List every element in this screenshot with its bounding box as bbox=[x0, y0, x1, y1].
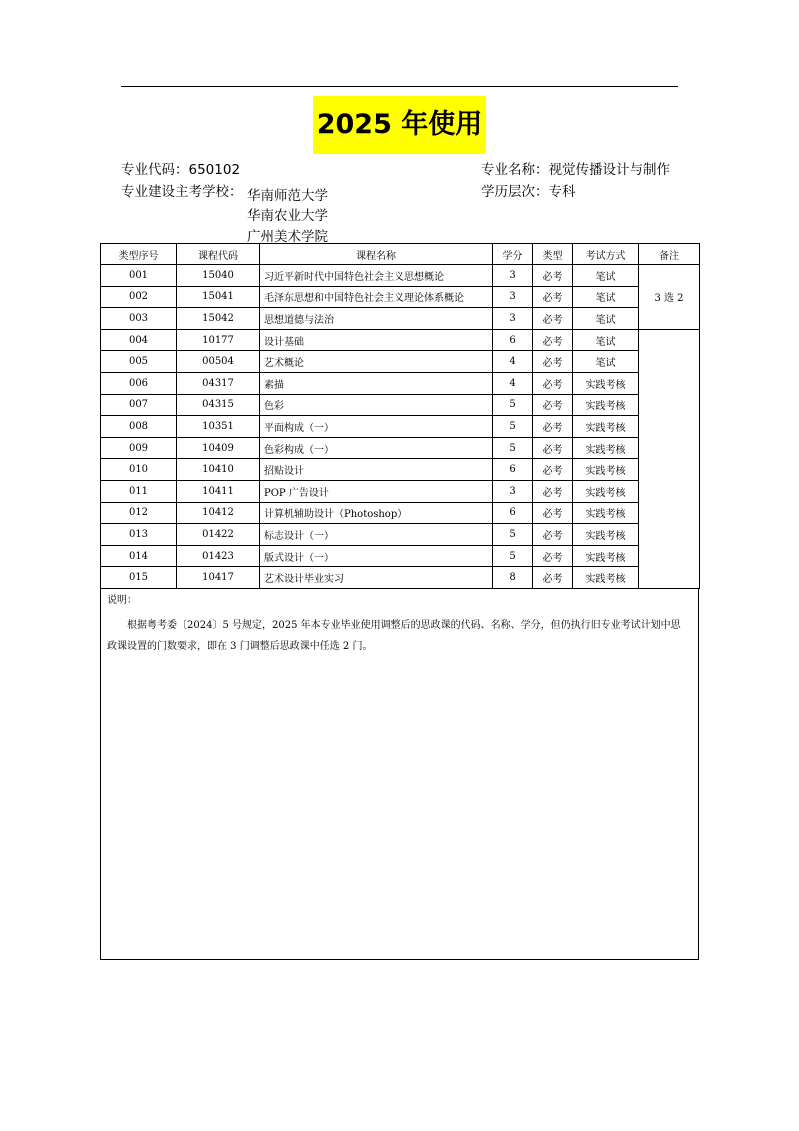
notes-box bbox=[100, 588, 699, 960]
title-wrap bbox=[0, 96, 799, 154]
cell-type: 必考 bbox=[533, 416, 573, 438]
cell-course-code: 15041 bbox=[177, 286, 260, 308]
school-1: 华南师范大学 bbox=[247, 188, 328, 204]
table-row bbox=[101, 459, 700, 481]
cell-type: 必考 bbox=[533, 524, 573, 546]
cell-type: 必考 bbox=[533, 329, 573, 351]
cell-course-name: 素描 bbox=[260, 372, 493, 394]
cell-course-code: 10409 bbox=[177, 437, 260, 459]
table-row bbox=[101, 502, 700, 524]
cell-course-code: 04317 bbox=[177, 372, 260, 394]
table-row bbox=[101, 524, 700, 546]
cell-exam-method: 笔试 bbox=[573, 329, 639, 351]
education-level bbox=[481, 181, 576, 203]
cell-course-code: 15042 bbox=[177, 308, 260, 330]
cell-course-name: 标志设计（一） bbox=[260, 524, 493, 546]
cell-exam-method: 实践考核 bbox=[573, 524, 639, 546]
table-row bbox=[101, 286, 700, 308]
cell-type-no: 011 bbox=[101, 480, 177, 502]
cell-course-code: 15040 bbox=[177, 265, 260, 287]
cell-course-code: 04315 bbox=[177, 394, 260, 416]
header-type-no: 类型序号 bbox=[101, 244, 177, 265]
cell-credits: 6 bbox=[493, 502, 533, 524]
cell-type-no: 005 bbox=[101, 351, 177, 373]
cell-course-name: 艺术设计毕业实习 bbox=[260, 567, 493, 589]
cell-exam-method: 笔试 bbox=[573, 351, 639, 373]
cell-type: 必考 bbox=[533, 286, 573, 308]
header-remarks: 备注 bbox=[639, 244, 700, 265]
cell-course-name: 毛泽东思想和中国特色社会主义理论体系概论 bbox=[260, 286, 493, 308]
cell-type-no: 003 bbox=[101, 308, 177, 330]
table-row bbox=[101, 351, 700, 373]
cell-course-code: 10412 bbox=[177, 502, 260, 524]
cell-type-no: 007 bbox=[101, 394, 177, 416]
table-header-row bbox=[101, 244, 700, 265]
cell-course-code: 10417 bbox=[177, 567, 260, 589]
cell-course-name: 版式设计（一） bbox=[260, 545, 493, 567]
cell-course-code: 01422 bbox=[177, 524, 260, 546]
cell-exam-method: 实践考核 bbox=[573, 437, 639, 459]
header-credits: 学分 bbox=[493, 244, 533, 265]
table-row bbox=[101, 416, 700, 438]
cell-type: 必考 bbox=[533, 265, 573, 287]
cell-credits: 8 bbox=[493, 567, 533, 589]
cell-credits: 5 bbox=[493, 394, 533, 416]
cell-exam-method: 实践考核 bbox=[573, 480, 639, 502]
cell-exam-method: 笔试 bbox=[573, 286, 639, 308]
cell-course-code: 00504 bbox=[177, 351, 260, 373]
cell-type: 必考 bbox=[533, 502, 573, 524]
table-row bbox=[101, 545, 700, 567]
cell-type-no: 014 bbox=[101, 545, 177, 567]
education-level-value: 专科 bbox=[548, 184, 576, 200]
cell-remark-empty bbox=[639, 329, 700, 588]
cell-credits: 6 bbox=[493, 329, 533, 351]
cell-credits: 3 bbox=[493, 480, 533, 502]
course-table bbox=[100, 243, 700, 589]
cell-type-no: 009 bbox=[101, 437, 177, 459]
page-title: 2025 年使用 bbox=[313, 96, 487, 154]
header-exam-method: 考试方式 bbox=[573, 244, 639, 265]
cell-credits: 3 bbox=[493, 286, 533, 308]
cell-type-no: 006 bbox=[101, 372, 177, 394]
cell-type-no: 013 bbox=[101, 524, 177, 546]
table-row bbox=[101, 480, 700, 502]
major-name bbox=[481, 159, 670, 181]
major-code bbox=[121, 159, 240, 181]
major-name-label: 专业名称： bbox=[481, 162, 549, 178]
cell-course-name: 思想道德与法治 bbox=[260, 308, 493, 330]
notes-label: 说明： bbox=[107, 595, 137, 606]
cell-exam-method: 实践考核 bbox=[573, 372, 639, 394]
cell-type: 必考 bbox=[533, 459, 573, 481]
cell-course-name: 招贴设计 bbox=[260, 459, 493, 481]
table-row bbox=[101, 437, 700, 459]
table-row bbox=[101, 394, 700, 416]
cell-type: 必考 bbox=[533, 372, 573, 394]
cell-course-code: 10351 bbox=[177, 416, 260, 438]
school-2: 华南农业大学 bbox=[247, 208, 328, 224]
cell-type-no: 008 bbox=[101, 416, 177, 438]
cell-type-no: 015 bbox=[101, 567, 177, 589]
cell-course-code: 01423 bbox=[177, 545, 260, 567]
cell-type-no: 001 bbox=[101, 265, 177, 287]
cell-course-name: 习近平新时代中国特色社会主义思想概论 bbox=[260, 265, 493, 287]
notes-text: 根据粤考委〔2024〕5 号规定，2025 年本专业毕业使用调整后的思政课的代码、名称、学分，但仍执行旧专业考试计划中思政课设置的门数要求，即在 3 门调整后思政课中任选 2 门。 bbox=[107, 620, 681, 652]
cell-exam-method: 实践考核 bbox=[573, 416, 639, 438]
cell-credits: 6 bbox=[493, 459, 533, 481]
top-rule bbox=[121, 86, 678, 87]
cell-course-name: 计算机辅助设计（Photoshop） bbox=[260, 502, 493, 524]
header-course-code: 课程代码 bbox=[177, 244, 260, 265]
cell-course-name: 色彩 bbox=[260, 394, 493, 416]
cell-type-no: 004 bbox=[101, 329, 177, 351]
cell-credits: 3 bbox=[493, 308, 533, 330]
cell-type: 必考 bbox=[533, 545, 573, 567]
table-row bbox=[101, 567, 700, 589]
cell-type: 必考 bbox=[533, 308, 573, 330]
cell-type: 必考 bbox=[533, 567, 573, 589]
cell-credits: 5 bbox=[493, 524, 533, 546]
cell-course-code: 10411 bbox=[177, 480, 260, 502]
cell-exam-method: 实践考核 bbox=[573, 567, 639, 589]
education-level-label: 学历层次： bbox=[481, 184, 549, 200]
cell-exam-method: 笔试 bbox=[573, 308, 639, 330]
cell-type: 必考 bbox=[533, 480, 573, 502]
cell-course-code: 10410 bbox=[177, 459, 260, 481]
table-row bbox=[101, 329, 700, 351]
major-code-value: 650102 bbox=[188, 162, 241, 178]
table-row bbox=[101, 372, 700, 394]
cell-course-name: 平面构成（一） bbox=[260, 416, 493, 438]
cell-credits: 3 bbox=[493, 265, 533, 287]
cell-credits: 5 bbox=[493, 416, 533, 438]
cell-type-no: 012 bbox=[101, 502, 177, 524]
cell-type-no: 002 bbox=[101, 286, 177, 308]
major-name-value: 视觉传播设计与制作 bbox=[548, 162, 670, 178]
schools-label: 专业建设主考学校： bbox=[121, 184, 243, 200]
header-course-name: 课程名称 bbox=[260, 244, 493, 265]
cell-credits: 5 bbox=[493, 545, 533, 567]
cell-exam-method: 实践考核 bbox=[573, 459, 639, 481]
header-type: 类型 bbox=[533, 244, 573, 265]
table-row bbox=[101, 308, 700, 330]
cell-type: 必考 bbox=[533, 437, 573, 459]
table-row bbox=[101, 265, 700, 287]
cell-remark-group: 3 选 2 bbox=[639, 265, 700, 330]
cell-course-name: 色彩构成（一） bbox=[260, 437, 493, 459]
cell-exam-method: 实践考核 bbox=[573, 545, 639, 567]
cell-type: 必考 bbox=[533, 394, 573, 416]
cell-course-name: 艺术概论 bbox=[260, 351, 493, 373]
cell-course-code: 10177 bbox=[177, 329, 260, 351]
cell-exam-method: 实践考核 bbox=[573, 394, 639, 416]
cell-course-name: 设计基础 bbox=[260, 329, 493, 351]
cell-exam-method: 笔试 bbox=[573, 265, 639, 287]
cell-exam-method: 实践考核 bbox=[573, 502, 639, 524]
cell-course-name: POP 广告设计 bbox=[260, 480, 493, 502]
major-code-label: 专业代码： bbox=[121, 162, 189, 178]
cell-type-no: 010 bbox=[101, 459, 177, 481]
cell-credits: 5 bbox=[493, 437, 533, 459]
cell-type: 必考 bbox=[533, 351, 573, 373]
cell-credits: 4 bbox=[493, 351, 533, 373]
cell-credits: 4 bbox=[493, 372, 533, 394]
school-3: 广州美术学院 bbox=[247, 229, 328, 245]
